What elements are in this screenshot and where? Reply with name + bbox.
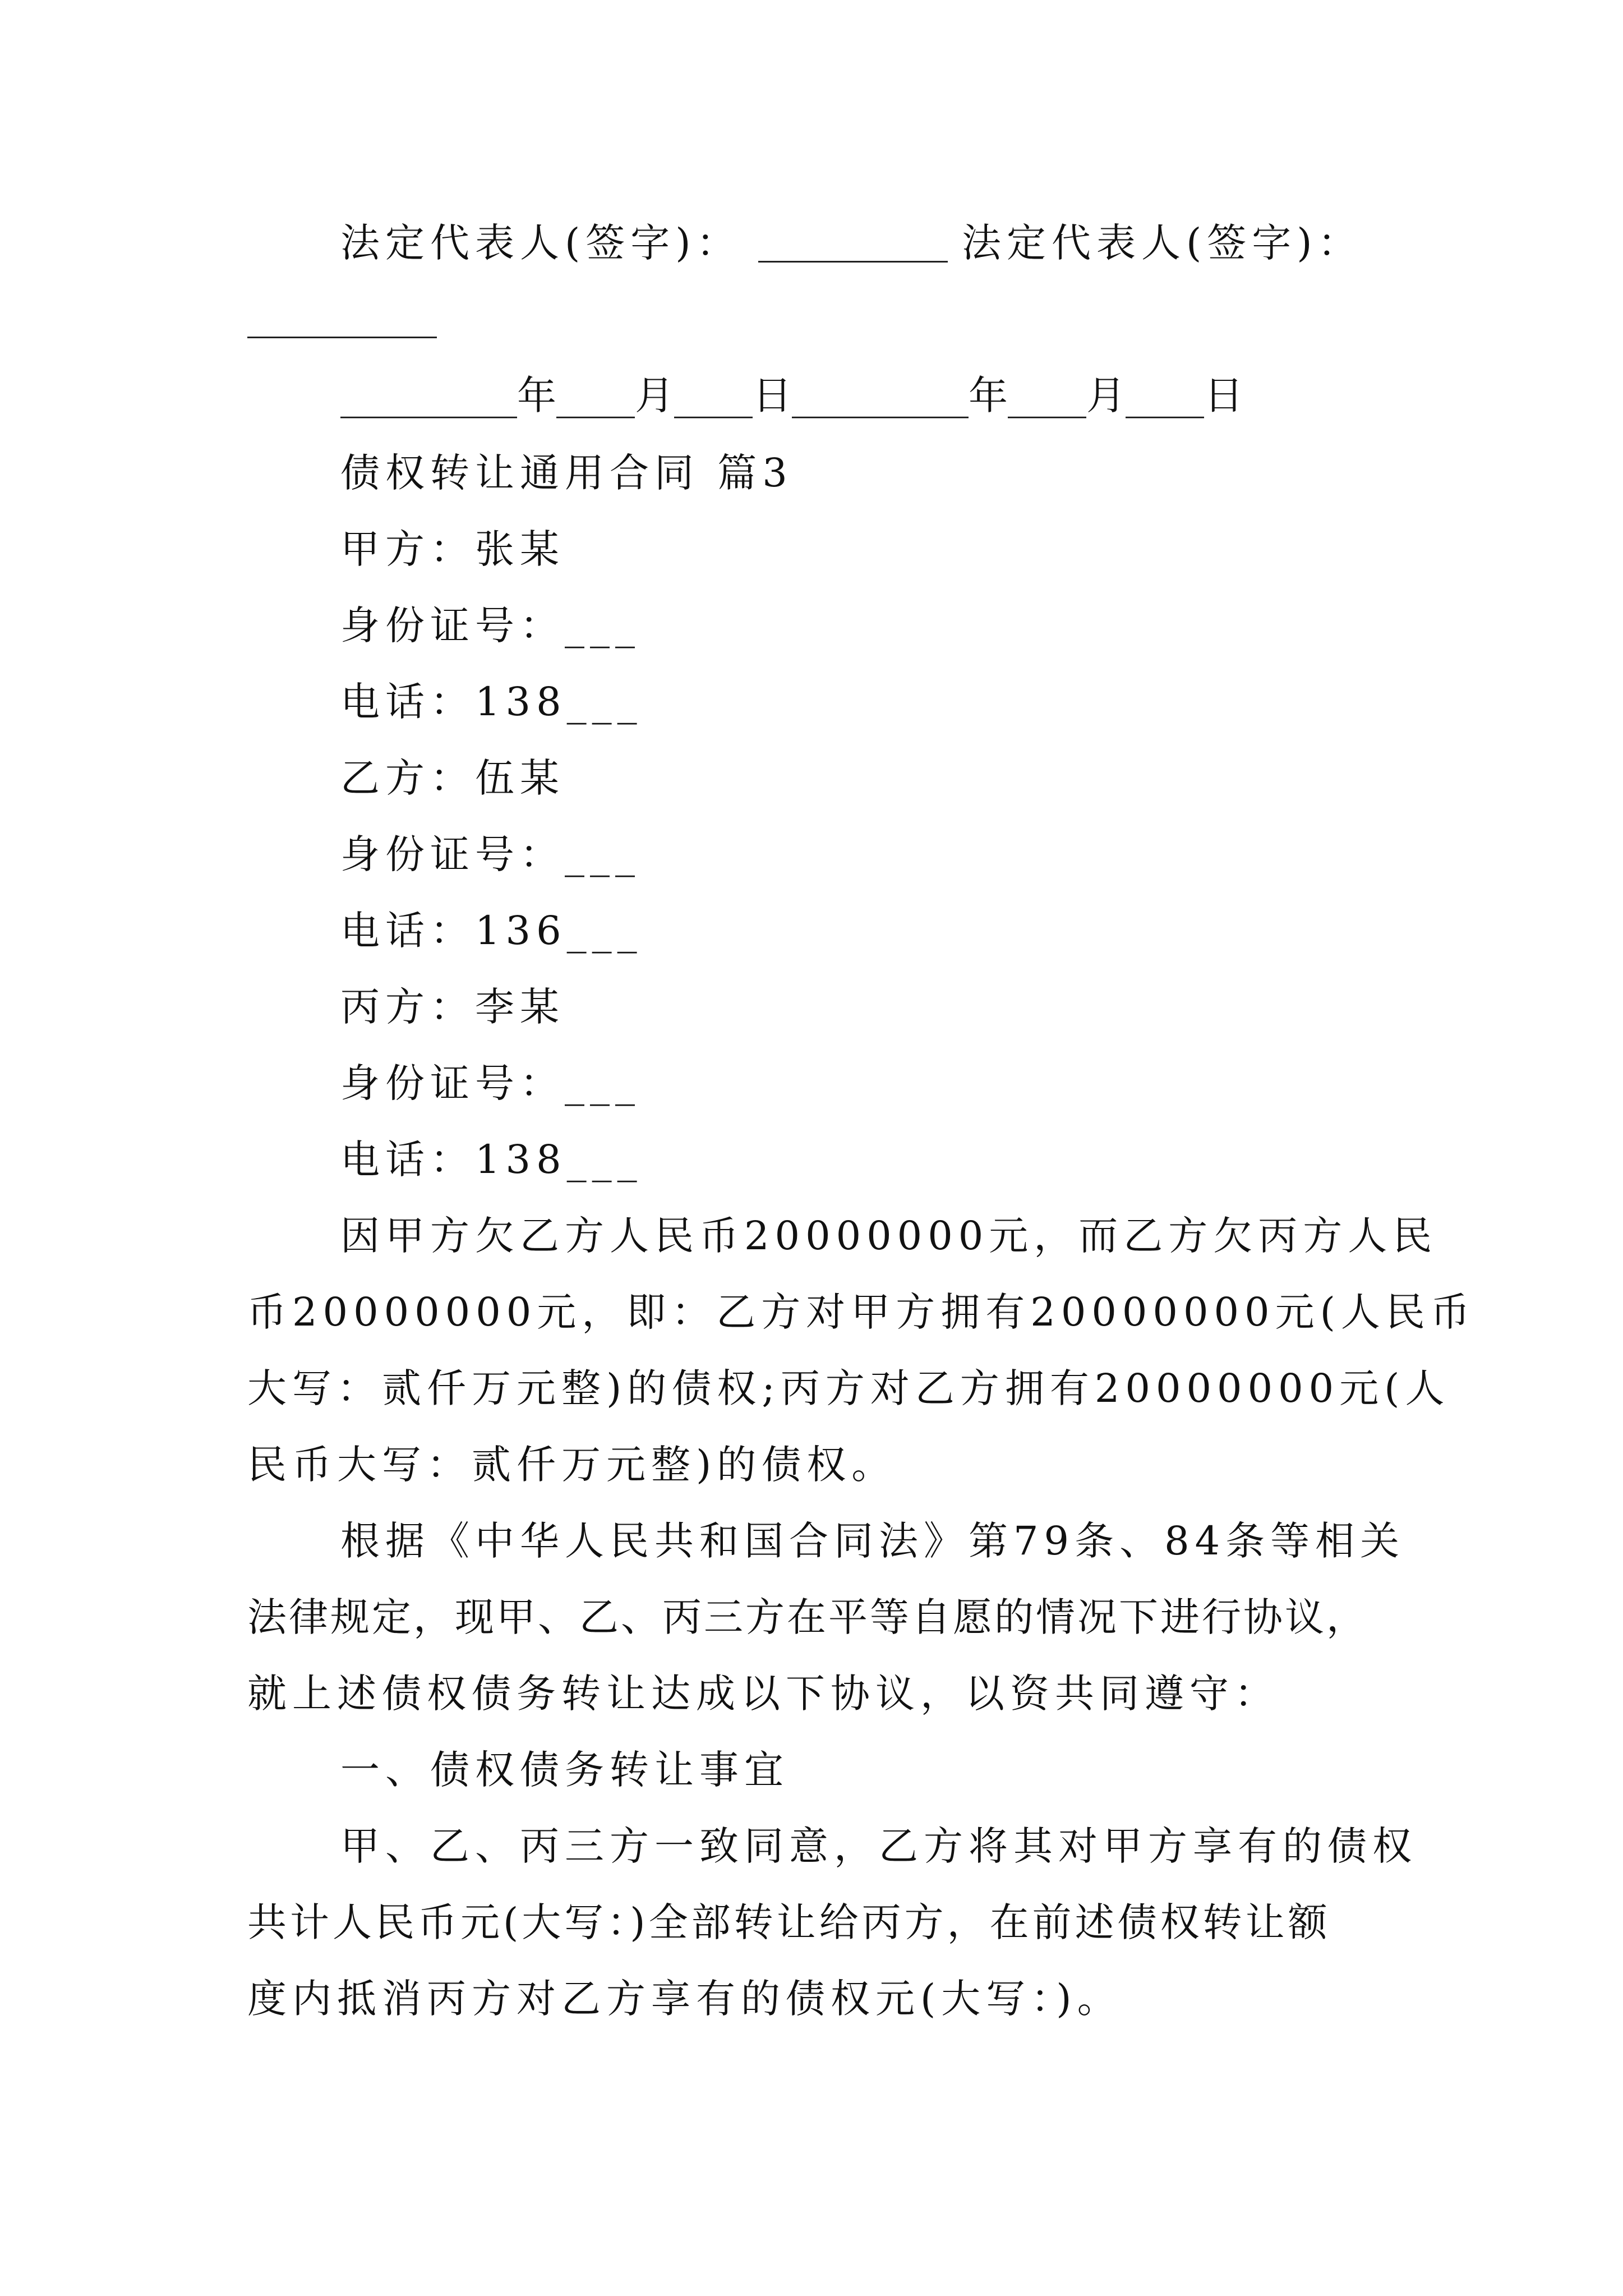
section-1-heading: 一、债权债务转让事宜 [340,1747,789,1793]
signature-blank-right [247,337,437,338]
party-b-name: 乙方：伍某 [340,755,565,801]
legal-rep-signature-left: 法定代表人(签字)： [340,220,741,266]
legal-rep-signature-right: 法定代表人(签字)： [962,220,1363,266]
party-c-phone: 电话：138___ [340,1137,643,1182]
para1-line1: 因甲方欠乙方人民币20000000元，而乙方欠丙方人民 [340,1213,1438,1259]
para3-line3: 度内抵消丙方对乙方享有的债权元(大写：)。 [247,1976,1122,2022]
party-a-name: 甲方：张某 [340,526,565,572]
party-a-phone: 电话：138___ [340,679,643,725]
para2-line2: 法律规定，现甲、乙、丙三方在平等自愿的情况下进行协议， [247,1594,1368,1640]
date-line: _________年____月____日_________年____月____日 [340,372,1243,418]
para1-line4: 民币大写：贰仟万元整)的债权。 [247,1442,897,1488]
para1-line2: 币20000000元，即：乙方对甲方拥有20000000元(人民币 [247,1289,1476,1335]
signature-blank-left [758,261,948,263]
contract-heading: 债权转让通用合同 篇3 [340,450,793,496]
para2-line3: 就上述债权债务转让达成以下协议，以资共同遵守： [247,1671,1279,1717]
party-c-name: 丙方：李某 [340,984,565,1030]
para1-line3: 大写：贰仟万元整)的债权;丙方对乙方拥有20000000元(人 [247,1365,1450,1411]
para2-line1: 根据《中华人民共和国合同法》第79条、84条等相关 [340,1518,1405,1564]
party-c-id: 身份证号：___ [340,1060,640,1106]
para3-line2: 共计人民币元(大写：)全部转让给丙方，在前述债权转让额 [247,1899,1331,1945]
para3-line1: 甲、乙、丙三方一致同意，乙方将其对甲方享有的债权 [340,1823,1417,1869]
party-a-id: 身份证号：___ [340,602,640,648]
party-b-phone: 电话：136___ [340,908,643,954]
party-b-id: 身份证号：___ [340,831,640,877]
